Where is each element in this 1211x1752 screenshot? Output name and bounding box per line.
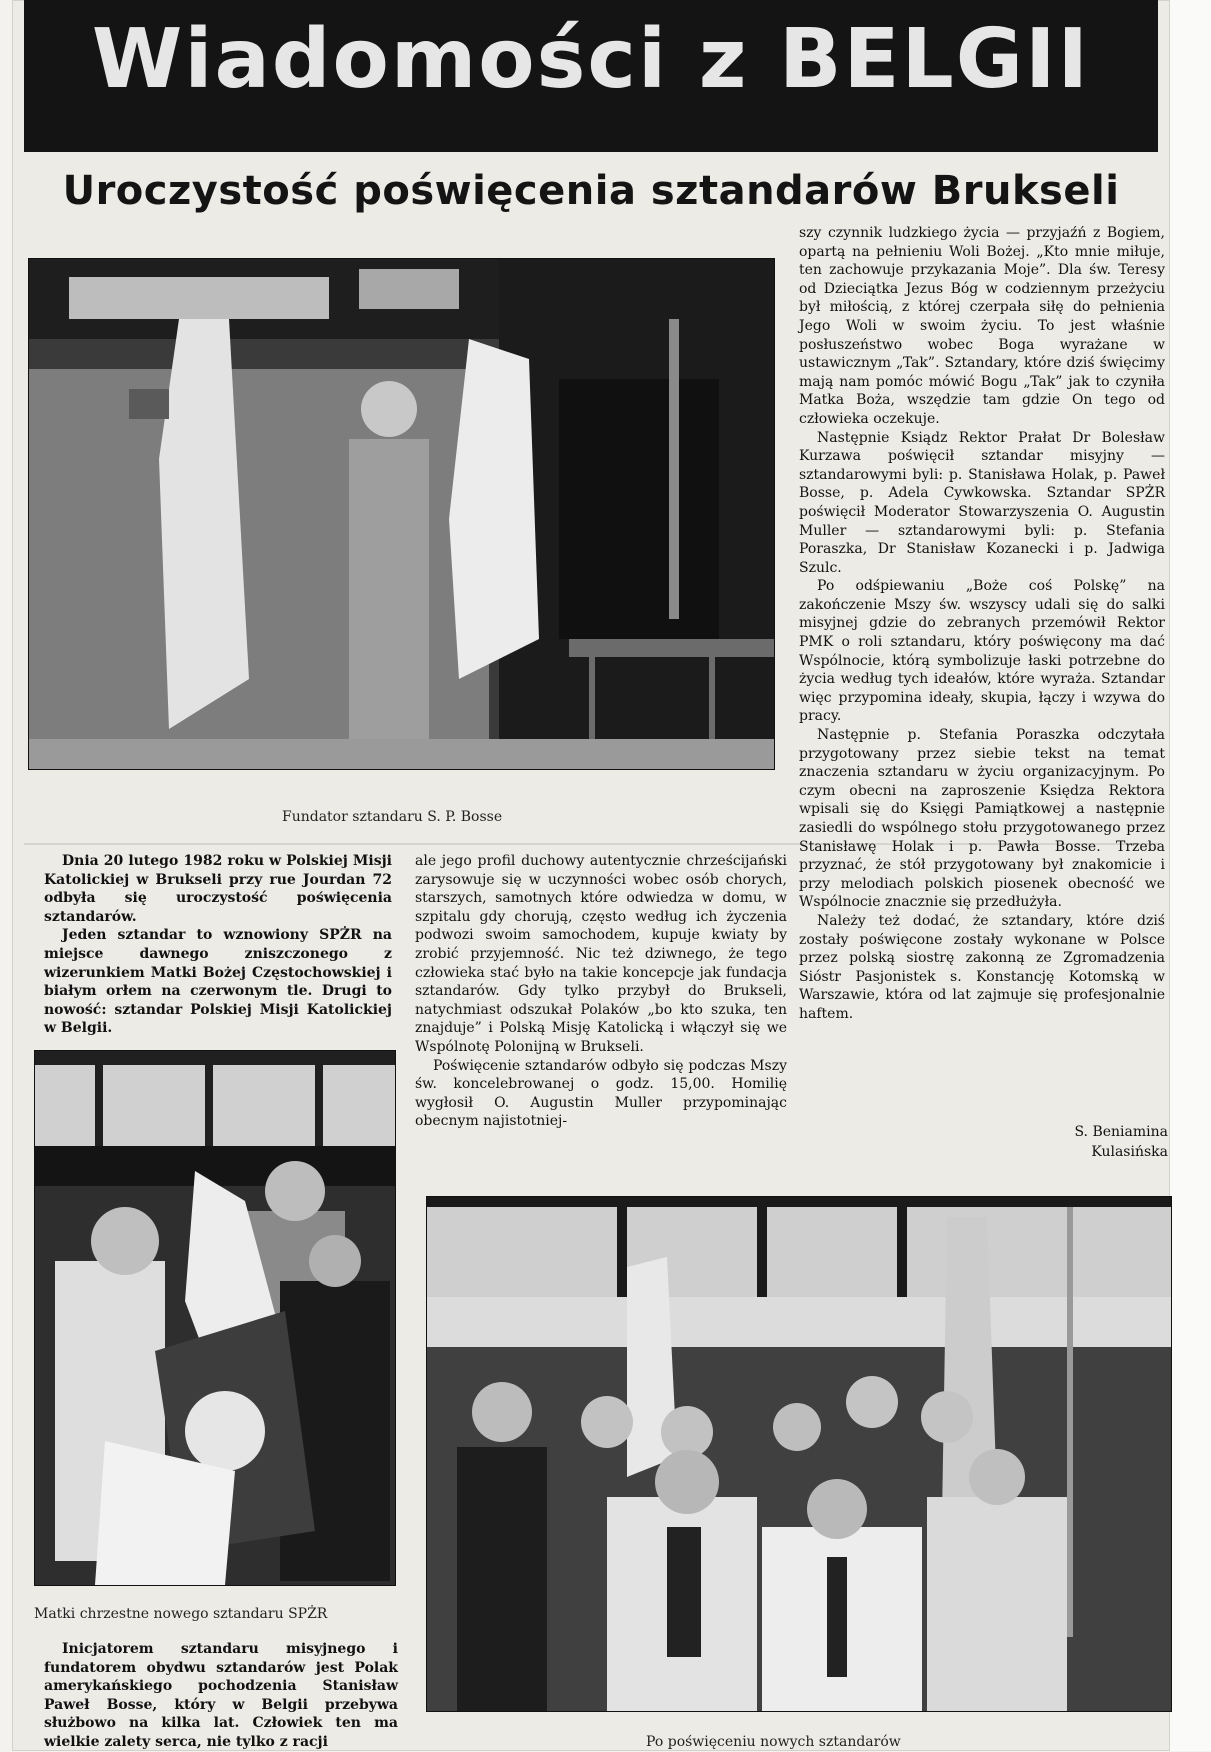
paragraph: Następnie p. Stefania Poraszka odczytała przygotowany przez siebie tekst na temat znaczenia sztandaru w życiu organizacyjnym. Po czym obecni na zaproszenie Księdza Rektora wpisali się do Księgi Pamiątkowej a następnie zasiedli do wspólnego stołu przygotowanego przez Stanisławę Holak i p. Pawła Bosse. Trzeba przyznać, że stół przygotowany był znakomicie i przy melodiach polskich piosenek obecność we Wspólnocie znacznie się przedłużyła.	[799, 727, 1165, 911]
paragraph: Następnie Ksiądz Rektor Prałat Dr Bolesław Kurzawa poświęcił sztandar misyjny — sztandarowymi byli: p. Stanisława Holak, p. Paweł Bosse, p. Adela Cywkowska. Sztandar SPŻR poświęcił Moderator Stowarzyszenia O. Augustin Muller — sztandarowymi byli: p. Stefania Poraszka, Dr Stanisław Kozanecki i p. Jadwiga Szulc.	[799, 429, 1165, 576]
caption-group: Po poświęceniu nowych sztandarów	[646, 1734, 901, 1750]
masthead	[24, 0, 1158, 152]
article-column-right	[799, 224, 1165, 1024]
article-column-left	[44, 852, 392, 1038]
paragraph: szy czynnik ludzkiego życia — przyjaźń z Bogiem, opartą na pełnieniu Woli Bożej. „Kto mnie miłuje, ten zachowuje przykazania Moje”. Dla św. Teresy od Dzieciątka Jezus Bóg w codziennym przeżyciu był miłością, z której czerpała siłę do pełnienia Jego Woli w swoim życiu. To jest właśnie posłuszeństwo wobec Boga wyrażane w ustawicznym „Tak”. Sztandary, które dziś święcimy mają nam pomóc mówić Bogu „Tak” jak to czyniła Matka Boża, wszędzie tam gdzie On tego od człowieka oczekuje.	[799, 225, 1165, 427]
article-column-middle	[415, 852, 787, 1131]
photo-godmothers	[34, 1050, 396, 1586]
article-author	[960, 1122, 1168, 1162]
paragraph: Dnia 20 lutego 1982 roku w Polskiej Misji Katolickiej w Brukseli przy rue Jourdan 72 odbyła się uroczystość poświęcenia sztandarów.	[44, 853, 392, 925]
paragraph: Jeden sztandar to wznowiony SPŻR na miejsce dawnego zniszczonego z wizerunkiem Matki Bożej Częstochowskiej i białym orłem na czerwonym tle. Drugi to nowość: sztandar Polskiej Misji Katolickiej w Belgii.	[44, 927, 392, 1037]
photo-founder	[28, 258, 775, 770]
page-margin	[1170, 0, 1211, 1751]
author-line-2: Kulasińska	[1091, 1144, 1168, 1160]
caption-founder: Fundator sztandaru S. P. Bosse	[282, 809, 503, 825]
author-line-1: S. Beniamina	[1074, 1124, 1168, 1140]
article-headline: Uroczystość poświęcenia sztandarów Brukseli	[62, 168, 1120, 214]
paragraph: Inicjatorem sztandaru misyjnego i fundatorem obydwu sztandarów jest Polak amerykańskiego pochodzenia Stanisław Paweł Bosse, który w Belgii przebywa służbowo na kilka lat. Człowiek ten ma wielkie zalety serca, nie tylko z racji	[44, 1641, 398, 1750]
photo-group	[426, 1196, 1172, 1712]
masthead-title: Wiadomości z BELGII	[91, 12, 1091, 107]
paragraph: Poświęcenie sztandarów odbyło się podczas Mszy św. koncelebrowanej o godz. 15,00. Homilię wygłosił O. Augustin Muller przypominając obecnym najistotniej-	[415, 1057, 787, 1130]
caption-godmothers: Matki chrzestne nowego sztandaru SPŻR	[34, 1606, 328, 1622]
paragraph: Należy też dodać, że sztandary, które dziś zostały poświęcone zostały wykonane w Polsce przez polską siostrę zakonną ze Zgromadzenia Sióstr Pasjonistek s. Konstancję Kotomską w Warszawie, która od lat zajmuje się profesjonalnie haftem.	[799, 912, 1165, 1022]
article-column-left-bottom	[44, 1640, 398, 1752]
paragraph: ale jego profil duchowy autentycznie chrześcijański zarysowuje się w uczynności wobec osób chorych, starszych, samotnych które odwiedza w domu, w szpitalu gdy chorują, często według ich życzenia podwozi swoim samochodem, kupuje kwiaty by zrobić przyjemność. Nic też dziwnego, że tego człowieka stać było na takie koncepcje jak fundacja sztandarów. Gdy tylko przybył do Brukseli, natychmiast odszukał Polaków „bo kto szuka, ten znajduje” i Polską Misję Katolicką i włączył się we Wspólnotę Polonijną w Brukseli.	[415, 853, 787, 1055]
paragraph: Po odśpiewaniu „Boże coś Polskę” na zakończenie Mszy św. wszyscy udali się do salki misyjnej gdzie do zebranych przemówił Rektor PMK o roli sztandaru, który poświęcony ma dać Wspólnocie, którą symbolizuje łaski potrzebne do życia według tych ideałów, które wyraża. Sztandar więc przypomina ideały, skupia, łączy i wzywa do pracy.	[799, 578, 1165, 725]
